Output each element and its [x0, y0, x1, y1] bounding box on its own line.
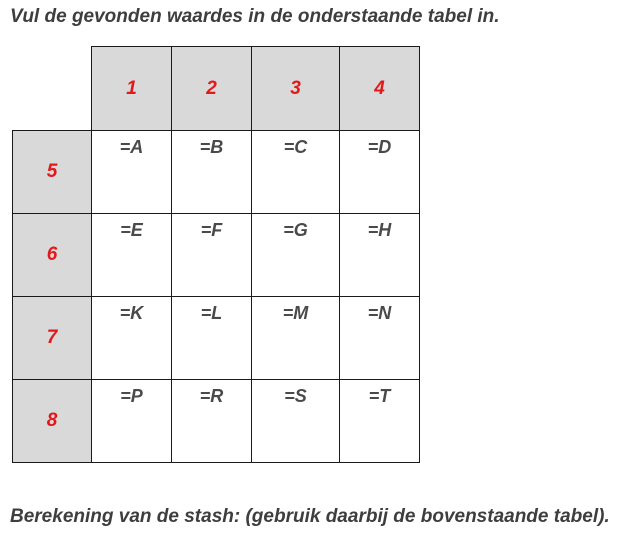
table-cell: =L	[171, 296, 252, 380]
row-header: 8	[12, 379, 92, 463]
column-header: 2	[171, 46, 252, 131]
table-cell: =B	[171, 130, 252, 214]
table-cell: =R	[171, 379, 252, 463]
table-cell: =E	[91, 213, 172, 297]
table-cell: =G	[251, 213, 340, 297]
table-cell: =T	[339, 379, 420, 463]
table-cell: =P	[91, 379, 172, 463]
table-cell: =M	[251, 296, 340, 380]
table-cell: =D	[339, 130, 420, 214]
table-cell: =A	[91, 130, 172, 214]
column-header: 1	[91, 46, 172, 131]
column-header: 4	[339, 46, 420, 131]
table-cell: =S	[251, 379, 340, 463]
row-header: 5	[12, 130, 92, 214]
table-cell: =C	[251, 130, 340, 214]
table-cell: =F	[171, 213, 252, 297]
row-header: 6	[12, 213, 92, 297]
column-header: 3	[251, 46, 340, 131]
instruction-heading: Vul de gevonden waardes in de onderstaande tabel in.	[10, 6, 500, 27]
row-header: 7	[12, 296, 92, 380]
table-cell: =N	[339, 296, 420, 380]
stash-calculation-heading: Berekening van de stash: (gebruik daarbij de bovenstaande tabel).	[10, 506, 610, 527]
table-cell: =H	[339, 213, 420, 297]
table-cell: =K	[91, 296, 172, 380]
